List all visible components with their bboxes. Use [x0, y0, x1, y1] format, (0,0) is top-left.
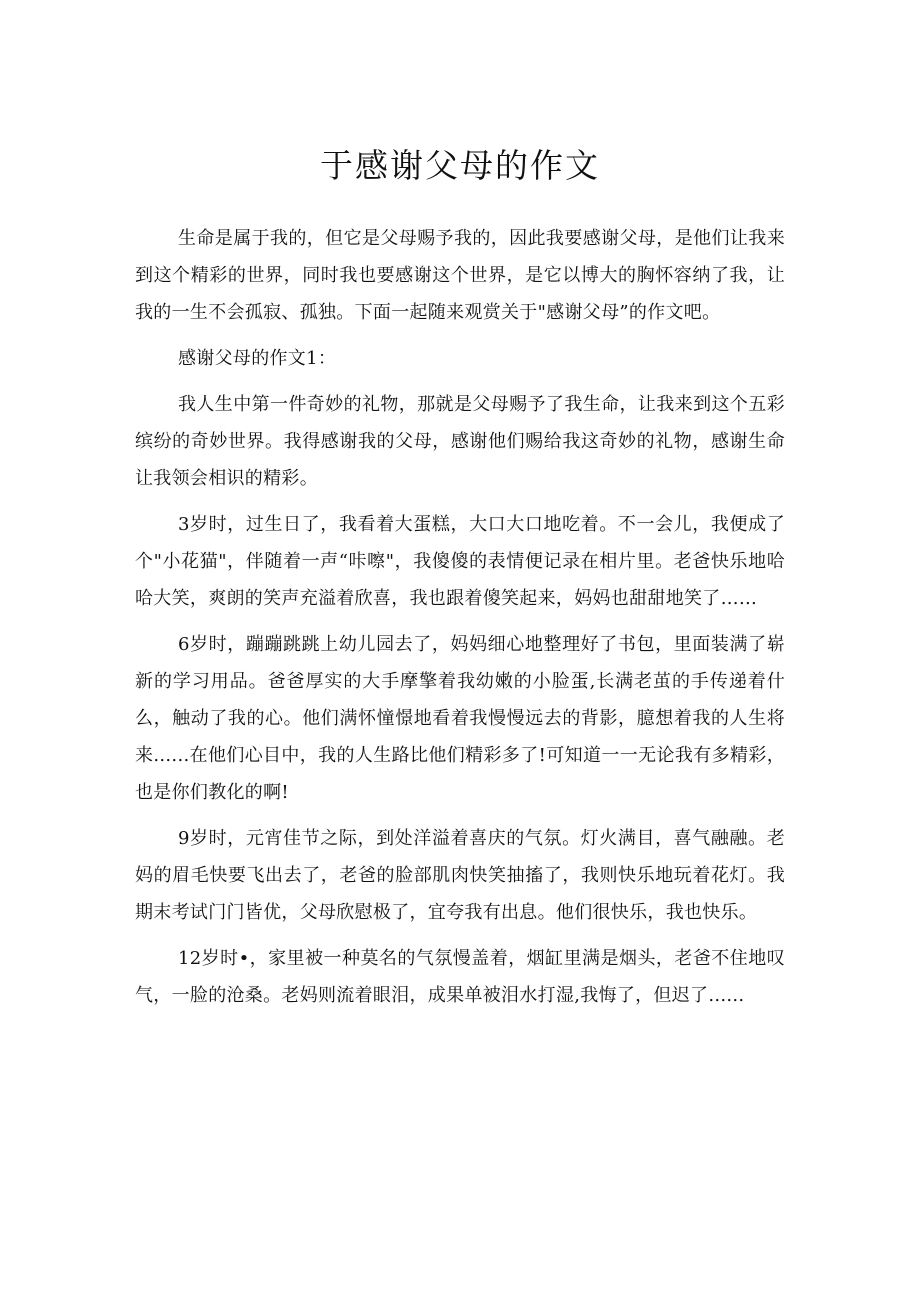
document-title: 于感谢父母的作文 [320, 146, 600, 185]
paragraph-essay-heading: 感谢父母的作文1： [178, 348, 337, 369]
document-body [135, 220, 785, 1014]
paragraph: 9岁时，元宵佳节之际，到处洋溢着喜庆的气氛。灯火满目，喜气融融。老妈的眉毛快要飞出去了，老爸的脸部肌肉快笑抽搐了，我则快乐地玩着花灯。我期末考试门门皆优，父母欣慰极了，宜夸我有出息。他们很快乐，我也快乐。 [135, 828, 785, 923]
paragraph-intro: 生命是属于我的，但它是父母赐予我的，因此我要感谢父母，是他们让我来到这个精彩的世界，同时我也要感谢这个世界，是它以博大的胸怀容纳了我，让我的一生不会孤寂、孤独。下面一起随来观赏关于"感谢父母”的作文吧。 [135, 228, 785, 323]
paragraph: 3岁时，过生日了，我看着大蛋糕，大口大口地吃着。不一会儿，我便成了个"小花猫"，伴随着一声“咔嚓"，我傻傻的表情便记录在相片里。老爸快乐地哈哈大笑，爽朗的笑声充溢着欣喜，我也跟着傻笑起来，妈妈也甜甜地笑了…… [135, 514, 785, 609]
paragraph: 12岁时•，家里被一种莫名的气氛慢盖着，烟缸里满是烟头，老爸不住地叹气，一脸的沧桑。老妈则流着眼泪，成果单被泪水打湿,我悔了，但迟了...... [135, 948, 785, 1006]
paragraph: 我人生中第一件奇妙的礼物，那就是父母赐予了我生命，让我来到这个五彩缤纷的奇妙世界。我得感谢我的父母，感谢他们赐给我这奇妙的礼物，感谢生命让我领会相识的精彩。 [135, 394, 785, 489]
paragraph: 6岁时，蹦蹦跳跳上幼儿园去了，妈妈细心地整理好了书包，里面装满了崭新的学习用品。爸爸厚实的大手摩擎着我幼嫩的小脸蛋,长满老茧的手传递着什么，触动了我的心。他们满怀憧憬地看着我慢慢远去的背影，臆想着我的人生将来......在他们心目中，我的人生路比他们精彩多了!可知道一一无论我有多精彩，也是你们教化的啊! [135, 634, 785, 803]
